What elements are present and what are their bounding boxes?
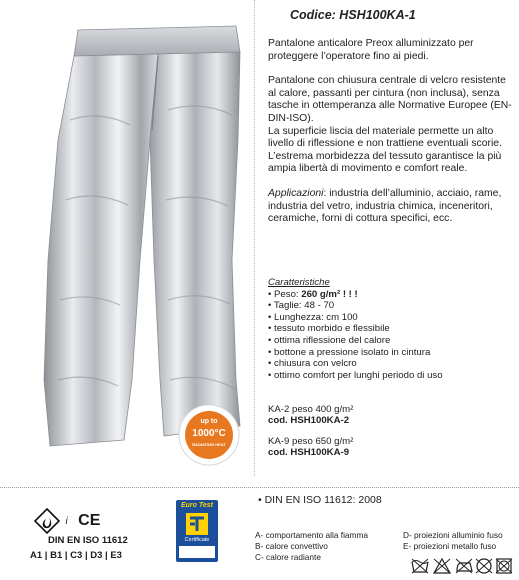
badge-line-up-to: up to [200,418,218,425]
product-intro: Pantalone anticalore Preox alluminizzato per proteggere l’operatore fino ai piedi. [268,38,474,62]
no-tumble-dry-icon [496,559,512,573]
horizontal-divider [0,487,519,488]
variant-code: cod. HSH100KA-9 [268,447,350,459]
no-wash-icon [412,559,428,573]
spec-weight-value: 260 g/m² ! ! ! [301,288,358,300]
eurotest-logo [176,500,218,562]
legend-item: C- calore radiante [255,552,321,562]
eurotest-emblem-icon [185,512,209,536]
specs-list [268,277,514,381]
variant-line: KA-2 peso 400 g/m² [268,404,354,415]
ce-mark: CE [78,512,101,529]
product-applications [268,188,514,226]
product-description-2: La superficie liscia del materiale permette un alto livello di riflessione e non trattiene eventuali scorie. L’estrema morbidezza del tessuto garantisce la più ampia libertà di movimento e comfort reale. [268,125,502,175]
spec-weight-label: Peso: [274,288,302,300]
norm-line: • DIN EN ISO 11612: 2008 [258,494,382,506]
flame-pictogram-icon [34,508,60,534]
vertical-divider [254,0,255,476]
standard-code: DIN EN ISO 11612 [48,535,128,546]
variant-code: cod. HSH100KA-2 [268,415,350,427]
variant-ka9 [268,436,353,459]
spec-item: • Taglie: 48 - 70 [268,300,514,312]
product-description-1: Pantalone con chiusura centrale di velcro resistente al calore, passanti per cintura (non inclusa), senza tasche in ottemperanza alle Normative Europee (EN-DIN-ISO). [268,75,512,124]
spec-item: • ottimo comfort per lunghi periodo di uso [268,370,514,382]
eurotest-certificate: Certificate [184,537,210,543]
spec-weight [268,289,514,301]
spec-item: • ottima riflessione del calore [268,335,514,347]
legend-item: B- calore convettivo [255,541,328,551]
eurotest-title: Euro Test [180,502,214,509]
variant-ka2 [268,404,353,427]
product-description [268,38,514,238]
no-dryclean-icon [476,559,492,573]
no-bleach-icon [434,559,450,573]
spec-item: • Lunghezza: cm 100 [268,312,514,324]
legend-item: D- proiezioni alluminio fuso [403,530,503,540]
applications-label: Applicazioni [268,187,324,199]
legend-left [255,530,368,563]
protection-levels: A1 | B1 | C3 | D3 | E3 [30,550,122,561]
badge-line-temperature: 1000°C [192,428,226,439]
legend-right [403,530,503,552]
variant-line: KA-9 peso 650 g/m² [268,436,354,447]
legend-item: A- comportamento alla fiamma [255,530,368,540]
eurotest-footer-logo [179,546,215,558]
specs-title: Caratteristiche [268,277,330,288]
product-code: Codice: HSH100KA-1 [290,8,416,22]
spec-item: • chiusura con velcro [268,358,514,370]
hazard-icon-row [34,508,100,534]
badge-line-radiating-heat: RADIATING HEAT [192,442,226,447]
legend-item: E- proiezioni metallo fuso [403,541,497,551]
spec-item: • tessuto morbido e flessibile [268,323,514,335]
applications-text: : industria dell’alluminio, acciaio, rame, industria del vetro, industria chimica, inceneritori, ceramiche, forni di cottura specifici, ecc. [268,187,502,225]
spec-item: • bottone a pressione isolato in cintura [268,347,514,359]
product-photo-area [0,0,262,480]
info-i-icon: i [65,515,68,527]
care-symbols [410,556,514,576]
no-iron-icon [456,559,472,573]
